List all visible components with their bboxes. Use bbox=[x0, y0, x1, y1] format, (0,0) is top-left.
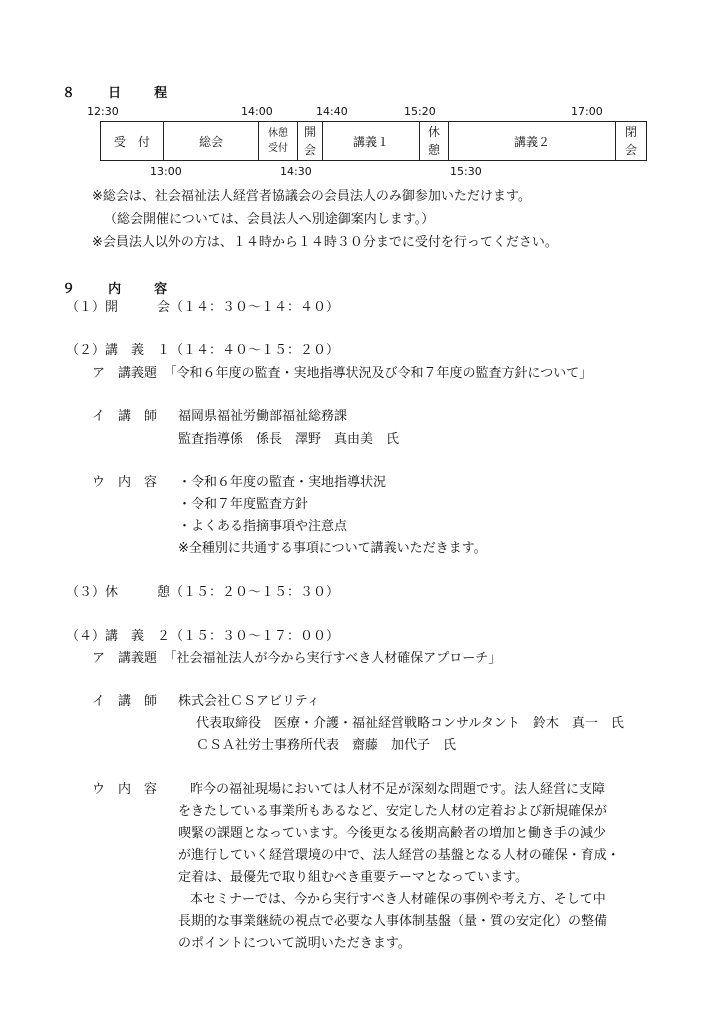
lecture2-paragraph-line: 定着は、最優先で取り組むべき重要テーマとなっています。 bbox=[178, 870, 528, 885]
lecture2-paragraph-line: 喫緊の課題となっています。今後更なる後期高齢者の増加と働き手の減少 bbox=[178, 826, 606, 841]
lecture2-lecturer-name-2: ＣＳＡ社労士事務所代表 齋藤 加代子 氏 bbox=[196, 738, 457, 753]
item-opening: （１）開 会（１４：３０〜１４：４０） bbox=[66, 300, 340, 315]
lecture1-content-label: ウ 内 容 bbox=[92, 475, 158, 490]
section9-number: ９ bbox=[62, 282, 76, 297]
lecture2-content-label: ウ 内 容 bbox=[92, 782, 158, 797]
time-label: 14:30 bbox=[280, 165, 312, 178]
time-label: 15:20 bbox=[404, 105, 436, 118]
section8-title-a: 日 bbox=[108, 86, 122, 101]
lecture1-lecturer-name: 監査指導係 係長 澤野 真由美 氏 bbox=[178, 432, 400, 447]
lecture2-paragraph-line: 本セミナーでは、今から実行すべき人材確保の事例や考え方、そして中 bbox=[190, 892, 606, 907]
cell-uketsuke: 受 付 bbox=[101, 122, 164, 161]
schedule-table bbox=[100, 121, 647, 161]
item-lecture2: （４）講 義 ２（１５：３０〜１７：００） bbox=[66, 629, 340, 644]
time-label: 14:00 bbox=[241, 105, 273, 118]
cell-kougi2: 講義２ bbox=[449, 122, 616, 161]
cell-soukai: 総会 bbox=[164, 122, 259, 161]
lecture1-lecturer-label: イ 講 師 bbox=[92, 409, 158, 424]
time-label: 13:00 bbox=[150, 165, 182, 178]
cell-kyukei-uketsuke: 休憩 受付 bbox=[259, 122, 298, 161]
lecture1-lecturer-org: 福岡県福祉労働部福祉総務課 bbox=[178, 409, 348, 424]
note-3: ※会員法人以外の方は、１４時から１４時３０分までに受付を行ってください。 bbox=[92, 235, 558, 250]
lecture1-content-note: ※全種別に共通する事項について講義いただきます。 bbox=[178, 541, 487, 556]
time-label: 15:30 bbox=[450, 165, 482, 178]
note-2: （総会開催については、会員法人へ別途御案内します。） bbox=[104, 212, 435, 227]
lecture1-content-item: ・令和６年度の監査・実地指導状況 bbox=[178, 475, 387, 490]
time-label: 14:40 bbox=[316, 105, 348, 118]
section8-heading bbox=[62, 82, 167, 101]
cell-heikai: 閉 会 bbox=[616, 122, 647, 161]
lecture2-paragraph-line: をきたしている事業所もあるなど、安定した人材の定着および新規確保が bbox=[178, 804, 608, 819]
cell-kaikai: 開 会 bbox=[298, 122, 323, 161]
cell-kougi1: 講義１ bbox=[323, 122, 420, 161]
lecture2-title: ア 講義題 「社会福祉法人が今から実行すべき人材確保アプローチ」 bbox=[92, 651, 502, 666]
section9-heading bbox=[62, 278, 167, 297]
lecture1-title: ア 講義題 「令和６年度の監査・実地指導状況及び令和７年度の監査方針について」 bbox=[92, 366, 593, 381]
lecture2-paragraph-line: のポイントについて説明いただきます。 bbox=[178, 936, 411, 951]
section9-title-b: 容 bbox=[154, 282, 168, 297]
lecture2-paragraph-line: が進行していく経営環境の中で、法人経営の基盤となる人材の確保・育成・ bbox=[178, 848, 620, 863]
lecture1-content-item: ・令和７年度監査方針 bbox=[178, 497, 309, 512]
item-break: （３）休 憩（１５：２０〜１５：３０） bbox=[66, 585, 340, 600]
time-label: 17:00 bbox=[571, 105, 603, 118]
lecture2-paragraph-line: 昨今の福祉現場においては人材不足が深刻な問題です。法人経営に支障 bbox=[190, 782, 605, 797]
cell-kyukei: 休 憩 bbox=[420, 122, 449, 161]
section8-number: ８ bbox=[62, 86, 76, 101]
section9-title-a: 内 bbox=[108, 282, 122, 297]
note-1: ※総会は、社会福祉法人経営者協議会の会員法人のみ御参加いただけます。 bbox=[92, 189, 531, 204]
lecture2-paragraph-line: 長期的な事業継続の視点で必要な人事体制基盤（量・質の安定化）の整備 bbox=[178, 914, 608, 929]
lecture1-content-item: ・よくある指摘事項や注意点 bbox=[178, 519, 348, 534]
section8-title-b: 程 bbox=[154, 86, 168, 101]
lecture2-lecturer-label: イ 講 師 bbox=[92, 694, 158, 709]
lecture2-lecturer-org: 株式会社ＣＳアビリティ bbox=[178, 694, 320, 709]
lecture2-lecturer-name-1: 代表取締役 医療・介護・福祉経営戦略コンサルタント 鈴木 真一 氏 bbox=[196, 716, 624, 731]
time-label: 12:30 bbox=[87, 105, 119, 118]
item-lecture1: （２）講 義 １（１４：４０〜１５：２０） bbox=[66, 343, 340, 358]
